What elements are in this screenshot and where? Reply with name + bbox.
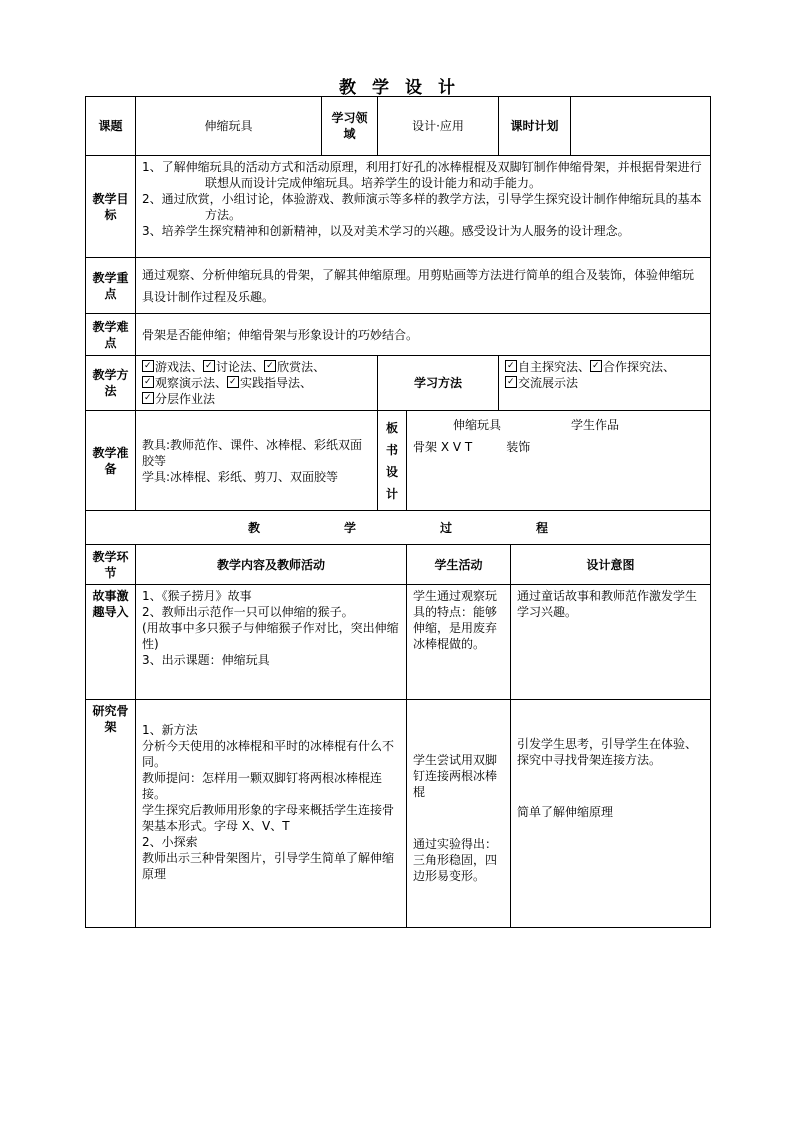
difficulty-label: 教学难点 <box>86 314 136 356</box>
checkbox-checked-icon <box>142 376 154 388</box>
methods-label: 教学方法 <box>86 356 136 411</box>
schedule-label: 课时计划 <box>499 97 571 156</box>
learning-methods: ✓自主探究法、✓ 合作探究法、 ✓交流展示法 <box>499 356 711 411</box>
board-works: 学生作品 <box>571 418 620 432</box>
board-design <box>407 411 711 511</box>
document-title: 教学设计 <box>339 78 471 98</box>
checkbox-checked-icon <box>590 360 602 372</box>
prep-label: 教学准备 <box>86 411 136 511</box>
teacher-tools: 教具:教师范作、课件、冰棒棍、彩纸双面胶等 <box>142 437 363 468</box>
key-points-label: 教学重点 <box>86 258 136 314</box>
stage-intent: 引发学生思考，引导学生在体验、探究中寻找骨架连接方法。 简单了解伸缩原理 <box>511 700 711 928</box>
stage-content: 1、新方法 分析今天使用的冰棒棍和平时的冰棒棍有什么不同。 教师提问：怎样用一颗双脚钉将两根冰棒棍连接。 学生探究后教师用形象的字母来概括学生连接骨架基本形式。字母 X、V、T 2、小探索 教师出示三种骨架图片，引导学生简单了解伸缩原理 <box>136 700 407 928</box>
stage-student: 学生通过观察玩具的特点：能够伸缩，是用废弃冰棒棍做的。 <box>407 585 511 700</box>
header-intent: 设计意图 <box>511 545 711 585</box>
learning-methods-label: 学习方法 <box>378 356 499 411</box>
checkbox-checked-icon <box>203 360 215 372</box>
goals-content <box>136 156 711 258</box>
checkbox-checked-icon <box>505 360 517 372</box>
header-student: 学生活动 <box>407 545 511 585</box>
board-label: 板书设计 <box>378 411 407 511</box>
stage-label: 故事激趣导入 <box>86 585 136 700</box>
stage-student: 学生尝试用双脚钉连接两根冰棒棍 通过实验得出：三角形稳固，四边形易变形。 <box>407 700 511 928</box>
goal-item: 2、通过欣赏，小组讨论，体验游戏、教师演示等多样的教学方法，引导学生探究设计制作伸缩玩具的基本方法。 <box>142 192 702 222</box>
board-decor: 装饰 <box>506 440 531 454</box>
student-tools: 学具:冰棒棍、彩纸、剪刀、双面胶等 <box>142 469 339 484</box>
checkbox-checked-icon <box>505 376 517 388</box>
domain-value: 设计·应用 <box>378 97 499 156</box>
difficulty-text: 骨架是否能伸缩；伸缩骨架与形象设计的巧妙结合。 <box>136 314 711 356</box>
topic-label: 课题 <box>86 97 136 156</box>
goal-item: 1、了解伸缩玩具的活动方式和活动原理，利用打好孔的冰棒棍棍及双脚钉制作伸缩骨架，并根据骨架进行联想从而设计完成伸缩玩具。培养学生的设计能力和动手能力。 <box>142 160 702 190</box>
process-title: 教 学 过 程 <box>86 511 711 545</box>
schedule-value <box>571 97 711 156</box>
goal-item: 3、培养学生探究精神和创新精神，以及对美术学习的兴趣。感受设计为人服务的设计理念。 <box>142 224 630 238</box>
checkbox-checked-icon <box>142 392 154 404</box>
teaching-methods: ✓游戏法、✓ 讨论法、✓ 欣赏法、 ✓观察演示法、✓ 实践指导法、 ✓分层作业法 <box>136 356 378 411</box>
lesson-plan-table <box>85 96 711 928</box>
header-stage: 教学环节 <box>86 545 136 585</box>
checkbox-checked-icon <box>227 376 239 388</box>
board-title: 伸缩玩具 <box>453 418 502 432</box>
domain-label: 学习领域 <box>322 97 378 156</box>
checkbox-checked-icon <box>142 360 154 372</box>
goals-label: 教学目标 <box>86 156 136 258</box>
checkbox-checked-icon <box>264 360 276 372</box>
header-content: 教学内容及教师活动 <box>136 545 407 585</box>
stage-intent: 通过童话故事和教师范作激发学生学习兴趣。 <box>511 585 711 700</box>
board-frame: 骨架 X V T <box>413 440 473 454</box>
prep-content <box>136 411 378 511</box>
stage-label: 研究骨架 <box>86 700 136 928</box>
stage-content: 1、《猴子捞月》故事 2、教师出示范作一只可以伸缩的猴子。 (用故事中多只猴子与伸缩猴子作对比，突出伸缩性) 3、出示课题：伸缩玩具 <box>136 585 407 700</box>
key-points-text: 通过观察、分析伸缩玩具的骨架，了解其伸缩原理。用剪贴画等方法进行简单的组合及装饰，体验伸缩玩具设计制作过程及乐趣。 <box>136 258 711 314</box>
topic-value: 伸缩玩具 <box>136 97 322 156</box>
